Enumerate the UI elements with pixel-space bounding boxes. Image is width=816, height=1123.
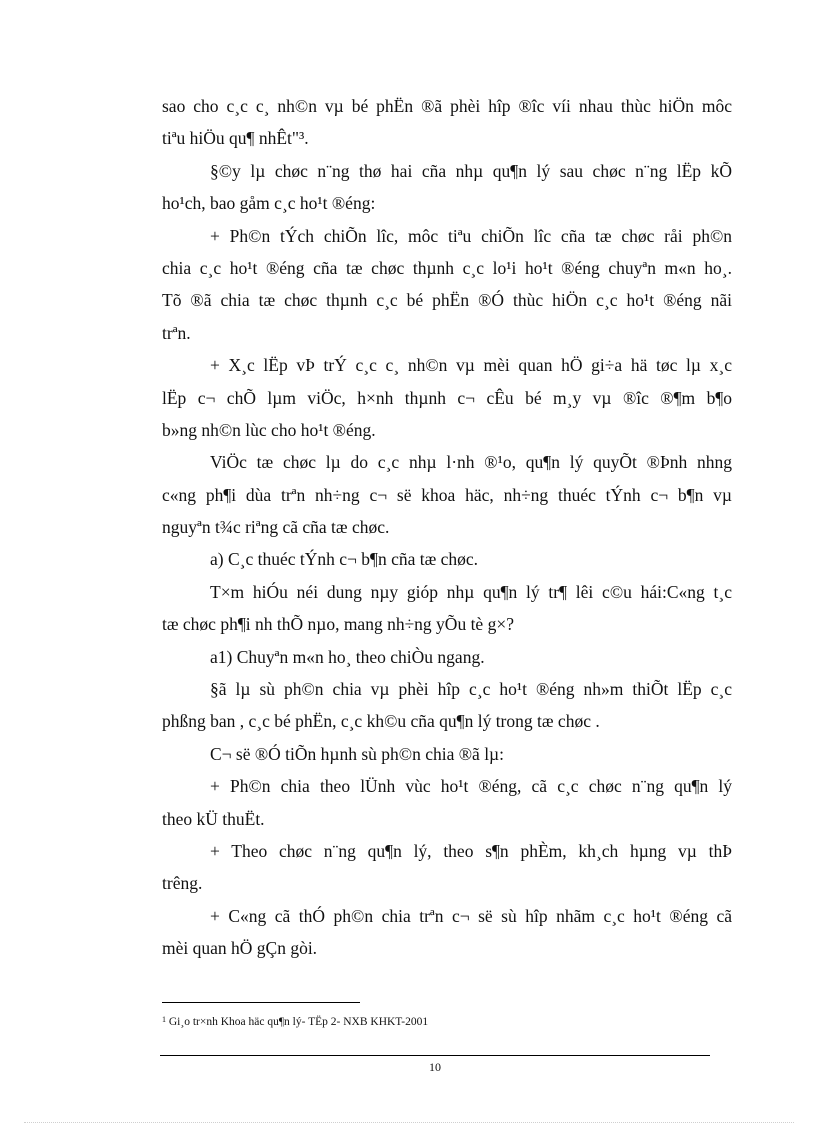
footnote [162, 1013, 722, 1029]
text-line: C¬ së ®Ó tiÕn hµnh sù ph©n chia ®ã lµ: [210, 743, 504, 764]
text-line: + Theo chøc n¨ng qu¶n lý, theo s¶n phÈm, kh¸ch hµng vµ thÞ [210, 840, 732, 861]
text-line: trêng. [162, 873, 203, 894]
paragraph [162, 446, 732, 543]
text-line: mèi quan hÖ gÇn gòi. [162, 938, 318, 959]
footnote-text: Gi¸o tr×nh Khoa häc qu¶n lý- TËp 2- NXB KHKT-2001 [168, 1016, 429, 1028]
text-line: c«ng ph¶i dùa trªn nh÷ng c¬ së khoa häc, nh÷ng thuéc tÝnh c¬ b¶n vµ [162, 484, 732, 505]
paragraph [162, 673, 732, 738]
text-line: tæ chøc ph¶i nh thÕ nµo, mang nh÷ng yÕu tè g×? [162, 614, 514, 635]
text-line: trªn. [162, 322, 191, 343]
paragraph [162, 576, 732, 641]
paragraph [162, 543, 732, 575]
text-line: nguyªn t¾c riªng cã cña tæ chøc. [162, 517, 390, 538]
paragraph [162, 349, 732, 446]
footer-rule [160, 1055, 710, 1056]
text-line: b»ng nh©n lùc cho ho¹t ®éng. [162, 419, 376, 440]
text-line: + X¸c lËp vÞ trÝ c¸c c¸ nh©n vµ mèi quan hÖ gi÷a hä tøc lµ x¸c [210, 355, 732, 376]
body-text [162, 90, 732, 965]
text-line: sao cho c¸c c¸ nh©n vµ bé phËn ®ã phèi hîp ®îc víi nhau thùc hiÖn môc [162, 96, 732, 116]
text-line: §ã lµ sù ph©n chia vµ phèi hîp c¸c ho¹t ®éng nh»m thiÕt lËp c¸c [210, 679, 732, 700]
paragraph [162, 641, 732, 673]
text-line: phßng ban , c¸c bé phËn, c¸c kh©u cña qu¶n lý trong tæ chøc . [162, 711, 600, 732]
text-line: + Ph©n chia theo lÜnh vùc ho¹t ®éng, cã c¸c chøc n¨ng qu¶n lý [210, 776, 732, 797]
text-line: ho¹ch, bao gåm c¸c ho¹t ®éng: [162, 193, 376, 214]
text-line: §©y lµ chøc n¨ng thø hai cña nhµ qu¶n lý sau chøc n¨ng lËp kÕ [210, 160, 732, 181]
paragraph [162, 835, 732, 900]
paragraph [162, 738, 732, 770]
text-line: T×m hiÓu néi dung nµy gióp nhµ qu¶n lý tr¶ lêi c©u hái:C«ng t¸c [210, 581, 732, 602]
text-line: a) C¸c thuéc tÝnh c¬ b¶n cña tæ chøc. [210, 549, 479, 570]
footnote-separator [162, 1002, 360, 1003]
text-line: tiªu hiÖu qu¶ nhÊt"³. [162, 128, 309, 149]
text-line: + Ph©n tÝch chiÕn lîc, môc tiªu chiÕn lîc cña tæ chøc råi ph©n [210, 225, 732, 246]
text-line: chia c¸c ho¹t ®éng cña tæ chøc thµnh c¸c lo¹i ho¹t ®éng chuyªn m«n ho¸. [162, 257, 732, 278]
text-line: a1) Chuyªn m«n ho¸ theo chiÒu ngang. [210, 646, 485, 667]
text-line: + C«ng cã thÓ ph©n chia trªn c¬ së sù hîp nhãm c¸c ho¹t ®éng cã [210, 905, 732, 926]
paragraph [162, 90, 732, 155]
footnote-marker: 1 [162, 1015, 166, 1024]
paragraph [162, 770, 732, 835]
text-line: ViÖc tæ chøc lµ do c¸c nhµ l·nh ®¹o, qu¶n lý quyÕt ®Þnh nhng [210, 452, 732, 473]
text-line: Tõ ®ã chia tæ chøc thµnh c¸c bé phËn ®Ó thùc hiÖn c¸c ho¹t ®éng nãi [162, 290, 732, 311]
text-line: lËp c¬ chÕ lµm viÖc, h×nh thµnh c¬ cÊu bé m¸y vµ ®îc ®¶m b¶o [162, 387, 732, 408]
text-line: theo kÜ thuËt. [162, 808, 265, 829]
paragraph [162, 155, 732, 220]
page-number: 10 [429, 1060, 441, 1074]
paragraph [162, 220, 732, 350]
paragraph [162, 900, 732, 965]
